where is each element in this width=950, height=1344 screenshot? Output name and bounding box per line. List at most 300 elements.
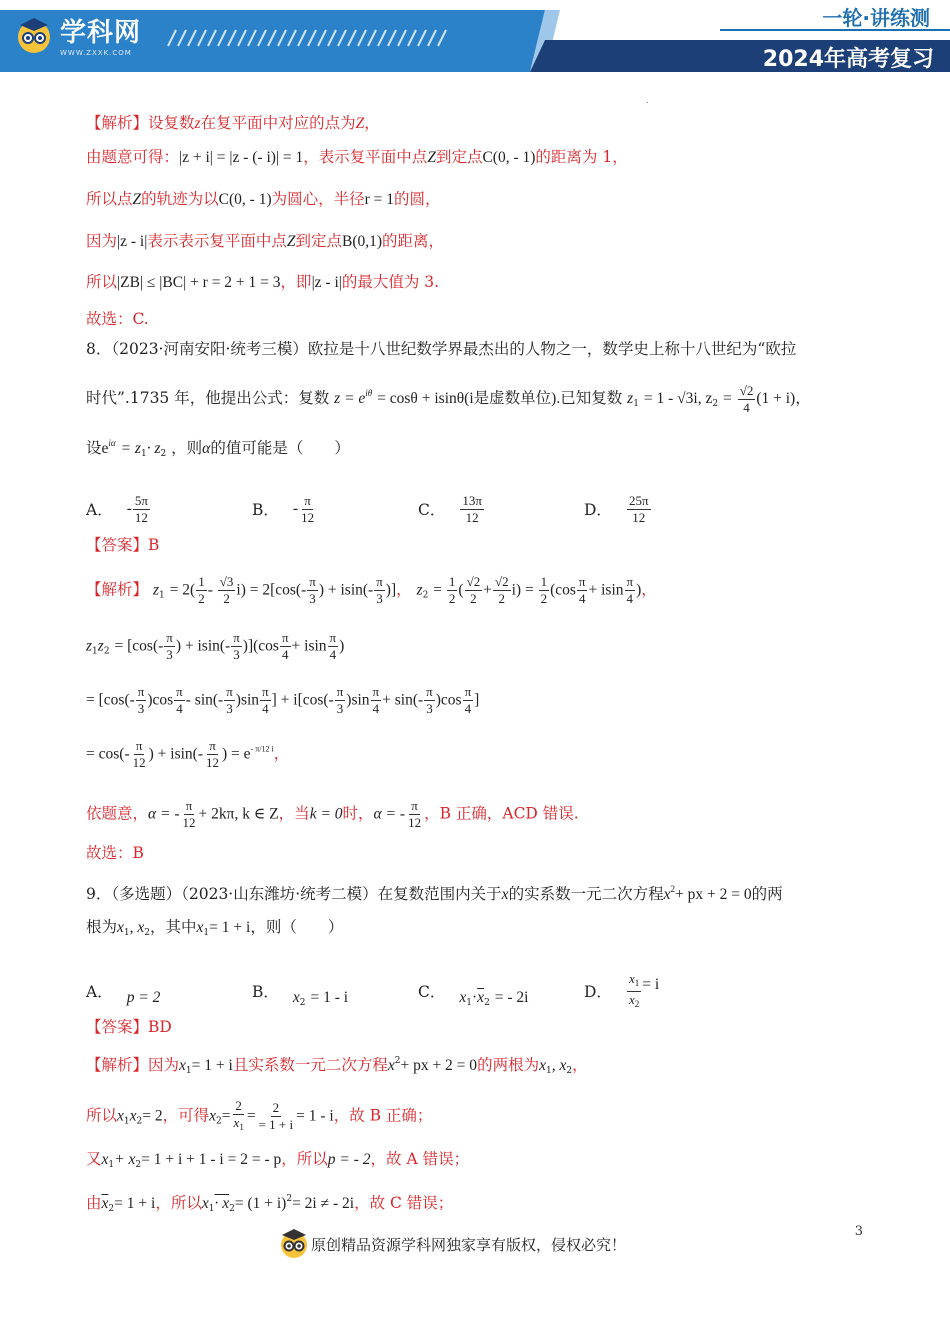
text: 又 [86,1150,102,1168]
text: 根为 [86,918,118,936]
solution-line-5 [86,271,866,308]
question-8-line-1: 8．（2023·河南安阳·统考三模）欧拉是十八世纪数学界最杰出的人物之一，数学史上称十八世纪为“欧拉 [86,340,797,358]
text: 到定点 [295,232,342,250]
fraction [577,574,588,607]
solution-9-line-4 [86,1188,866,1218]
math: z [194,115,201,132]
fraction [539,574,550,607]
numerator: π [281,630,289,645]
text: 是虚数单位 [473,389,552,407]
numerator [627,971,641,992]
text: 依题意， [86,804,149,823]
math: z [627,390,634,407]
denominator: 12 [132,755,146,770]
math-sub: 2 [566,1066,573,1076]
math: ) [636,581,642,599]
text: ，所以 [155,1194,202,1212]
text: ，则 [171,439,203,457]
math: x [663,886,671,903]
text: ，其中 [150,918,197,936]
denominator: 3 [166,647,173,662]
text: 在复平面中对应的点为 [200,114,356,132]
fraction [460,493,484,526]
math-sup: 2 [286,1194,293,1204]
math: · [472,989,478,1006]
denominator [232,1115,246,1135]
text: ， [273,744,290,763]
fraction [328,630,339,663]
math: x [129,1107,137,1125]
numerator: π [209,738,216,753]
header-subtitle: 2024年高考复习 [762,47,934,72]
text: 【解析】因为 [86,1056,180,1074]
fraction [627,971,641,1012]
text: 因为 [86,232,118,250]
numerator: π [166,630,173,645]
fraction [406,798,423,831]
numerator: π [226,684,233,699]
fraction [307,574,318,607]
text: 【解析】 [86,580,149,599]
text: ，故 C 错误； [354,1194,454,1212]
math-sub: 1 [203,928,210,938]
math-sub: 1 [185,1066,192,1076]
math: $\overline{x}$ [477,989,485,1006]
math-sub: 2 [634,998,640,1009]
math-sub: 2 [299,998,306,1008]
math: ] + i[cos(- [271,691,334,709]
numerator: √2 [494,574,509,589]
denominator: 3 [426,701,433,716]
denominator: 12 [134,509,148,525]
option-label: D． [584,501,612,519]
math: = [cos(- [86,691,135,709]
fraction [371,684,382,717]
numerator: 1 [540,574,548,589]
math: k = 0 [309,805,343,823]
denominator: 4 [743,399,750,415]
math: = (1 + i) [234,1195,287,1212]
numerator: 13π [462,492,482,508]
option-8-c[interactable] [418,484,584,534]
math-sub: 2 [422,590,429,601]
fraction [131,738,148,771]
logo-text: 学科网 [60,18,142,48]
page-footer [0,1222,950,1262]
fraction [224,684,235,717]
text: ，当 [278,804,310,823]
text: 的最大值为 3. [341,273,440,291]
numerator: π [233,630,240,645]
denominator: 4 [578,591,586,606]
numerator: π [376,574,383,589]
choice-8: 故选：B [86,844,144,862]
math-sub: 1 [140,449,147,459]
question-8-options [86,484,866,534]
text: 的值可能是（ ） [210,439,350,457]
math: z [152,581,159,599]
text: ，所以 [281,1150,328,1168]
math: · z [146,440,161,457]
math: = cos(- [86,745,130,763]
numerator: π [135,738,143,753]
math-sub: 1 [92,646,98,657]
math-sub: 2 [484,998,490,1008]
math: + [483,581,492,599]
text: 的圆， [394,190,441,208]
math: α [202,440,211,457]
denominator: 4 [329,647,337,662]
math: + px + 2 = 0 [674,886,752,903]
text: ，表示复平面中点 [303,148,428,166]
math: = 1 + i [191,1057,233,1074]
math: - sin(- [185,691,224,709]
math: |ZB| ≤ |BC| + r = 2 + 1 = 3 [117,274,281,291]
question-8-line-3 [86,432,866,484]
text: ，故 A 错误； [370,1150,470,1168]
text: 的实系数一元二次方程 [508,885,664,903]
denominator: 12 [205,755,219,770]
numerator: π [411,798,418,813]
fraction [335,684,346,717]
option-label: D． [584,983,612,1001]
text: 所以 [86,1106,118,1125]
choice-line-prev: 故选：C. [86,310,149,328]
math: B(0,1) [341,233,383,250]
owl-mascot-icon [14,15,54,55]
math: i) = 2[cos(- [236,581,307,599]
logo-url: WWW.ZXXK.COM [60,49,132,57]
solution-8-line-2 [86,630,866,684]
fraction [299,493,316,526]
math: x [628,991,635,1007]
math: |z - i| [117,233,148,250]
math: )] [385,581,397,599]
option-9-d[interactable] [584,966,750,1016]
fraction [424,684,435,717]
math-sub: 1 [545,1066,552,1076]
math: |z + i| = |z - (- i)| = 1 [179,149,304,166]
math: z = e [334,390,366,407]
text: 时， [342,804,374,823]
fraction [280,630,291,663]
math: ( [458,581,464,599]
math-sub: 1 [208,1204,215,1214]
math: z [416,581,423,599]
fraction [260,684,271,717]
math: C(0, - 1) [482,149,536,166]
option-label: A． [86,501,113,519]
math: = 2 [142,1107,163,1125]
numerator: √2 [739,382,754,398]
math: )sin [346,691,370,709]
denominator: = 1 + i [258,1117,294,1132]
answer-9: 【答案】BD [86,1018,172,1036]
option-8-b[interactable] [252,484,418,534]
math: Z [355,115,365,132]
numerator: 2 [235,1098,242,1113]
stray-dot: . [646,96,649,105]
denominator: 2 [223,591,230,606]
math: ) + isin(- [148,745,203,763]
text: ，即 [280,273,312,291]
text: 所以 [86,273,118,291]
owl-mascot-icon [278,1226,310,1260]
numerator: π [176,684,183,699]
option-9-c[interactable] [418,966,584,1016]
math: x [101,1151,109,1168]
text: 表示表示复平面中点 [147,232,287,250]
denominator: 3 [309,591,316,606]
math: x [387,1057,395,1074]
text: ， [795,389,811,407]
denominator: 12 [301,509,315,525]
math-sup: 2 [670,884,675,894]
text: 为圆心，半径 [271,190,365,208]
math: ) + isin(- [175,637,231,655]
document-body [86,112,866,1218]
option-label: B． [252,501,279,519]
math-sub: 1 [239,1122,244,1132]
text: 的轨迹为以 [141,190,219,208]
text: 【解析】设复数 [86,114,195,132]
math-sub: 2 [216,1116,222,1127]
denominator: 3 [336,701,344,716]
math: = [221,1107,231,1125]
math: + x [114,1151,136,1168]
denominator: 3 [226,701,233,716]
math: = cosθ + isinθ(i [377,390,474,407]
option-value [459,988,528,1008]
fraction [218,574,236,607]
fraction [625,574,636,607]
math: e [101,440,109,457]
numerator: √2 [466,574,481,589]
option-value: = i [642,976,660,993]
text: 的距离， [382,232,445,250]
fraction [447,574,458,607]
numerator: π [304,492,311,508]
math: i) = [511,581,538,599]
math: x [179,1057,186,1074]
math-sub: 1 [123,1116,130,1127]
math: p = - 2 [327,1151,371,1168]
math: x [196,919,204,936]
math: · x [214,1195,230,1212]
math: = [433,581,446,599]
denominator: 2 [448,591,456,606]
math-sub: 2 [103,646,110,657]
math: = - 2i [494,989,529,1006]
text: 时代”.1735 年，他提出公式：复数 [86,389,330,407]
denominator: 3 [233,647,240,662]
math: = 1 + i [209,919,251,936]
text: ，故 B 正确； [333,1106,433,1125]
text: 的两 [751,885,783,903]
math: = 1 - i [296,1107,334,1125]
math-sub: 1 [466,998,472,1008]
option-label: A． [86,983,113,1001]
math: r = 1 [364,191,395,208]
text: 9．（多选题）（2023·山东潍坊·统考二模）在复数范围内关于 [86,885,502,903]
math: C(0, - 1) [218,191,272,208]
numerator: π [329,630,337,645]
numerator: 1 [448,574,456,589]
solution-line-2 [86,146,866,188]
numerator: 2 [272,1100,280,1115]
numerator: 5π [134,492,148,508]
option-sign: - [292,500,299,517]
denominator: 12 [408,815,422,830]
numerator: π [372,684,380,699]
text: ，则（ ） [250,918,344,936]
numerator: π [262,684,269,699]
fraction [463,684,474,717]
option-label: B． [252,983,279,1001]
math: x [201,1195,209,1212]
numerator: π [185,798,193,813]
math: + isin [588,581,624,599]
math: Z [427,149,436,166]
fraction [164,630,175,663]
math-sup: 2 [394,1056,401,1066]
page-header [0,0,950,78]
math: x [117,919,124,936]
option-8-d[interactable] [584,484,750,534]
math: + px + 2 = 0 [400,1057,478,1074]
math: α = - [148,805,180,823]
math: x [539,1057,546,1074]
math: (cos [550,581,576,599]
fraction [493,574,511,607]
denominator: 2 [470,591,477,606]
math: Z [132,191,142,208]
text: 到定点 [435,148,483,166]
site-logo[interactable] [14,12,141,57]
fraction [465,574,483,607]
math-sub: 1 [123,928,130,938]
math-sub: 2 [712,399,719,409]
numerator: π [137,684,145,699]
math: (1 + i) [756,390,796,407]
denominator: 3 [376,591,383,606]
answer-8: 【答案】B [86,536,160,554]
denominator: 2 [498,591,506,606]
text: 由题意可得： [86,148,180,166]
fraction [257,1100,296,1133]
solution-8-line-5 [86,798,866,842]
denominator: 4 [372,701,380,716]
option-8-a[interactable] [86,484,252,534]
text: 的两根为 [477,1056,540,1074]
math: = [246,1107,256,1125]
solution-line-1 [86,112,866,146]
option-9-a[interactable] [86,966,252,1016]
solution-9-line-3 [86,1148,866,1188]
math: + isin [291,637,327,655]
solution-line-3 [86,188,866,230]
math: = 1 - i [310,989,349,1006]
math: ) [339,637,345,655]
option-label: C． [418,501,446,519]
option-value [293,988,348,1008]
math: = z [120,440,141,457]
math-sub: 1 [633,399,639,409]
numerator: π [626,574,634,589]
numerator: π [309,574,316,589]
denominator [627,992,641,1012]
math: = 1 - √3i, z [643,390,713,407]
solution-8-line-1 [86,574,866,630]
series-title: 一轮·讲练测 [822,6,930,30]
math-sub: 2 [135,1160,142,1170]
math: z [86,637,93,655]
denominator: 3 [137,701,145,716]
fraction [136,684,147,717]
math: , x [551,1057,567,1074]
denominator: 4 [262,701,269,716]
solution-9-line-1 [86,1050,866,1098]
text: 且实系数一元二次方程 [232,1056,388,1074]
math: )cos [147,691,174,709]
denominator: 12 [465,509,479,525]
numerator: 1 [198,574,205,589]
numerator: π [464,684,472,699]
math: )](cos [242,637,279,655]
copyright-notice: 原创精品资源学科网独家享有版权，侵权必究！ [311,1236,627,1254]
denominator: 4 [464,701,472,716]
math-sub: 1 [108,1160,115,1170]
math: )sin [235,691,260,709]
numerator: 25π [628,492,649,508]
math: x [233,1115,240,1130]
math-sub: 2 [144,928,151,938]
question-9-options [86,966,866,1016]
option-label: C． [418,983,446,1001]
math: - [207,581,217,599]
math: z [97,637,104,655]
denominator: 4 [626,591,634,606]
math: , x [129,919,145,936]
math: )cos [435,691,462,709]
math-sub: 2 [160,449,167,459]
solution-line-4 [86,230,866,271]
fraction [133,493,150,526]
text: 由 [86,1194,102,1212]
math: Z [286,233,296,250]
math: ) + isin(- [318,581,374,599]
math: x [459,989,467,1006]
math: x [209,1107,217,1125]
option-9-b[interactable] [252,966,418,1016]
text: ，B 正确，ACD 错误. [424,804,579,823]
text: 的距离为 1， [535,148,628,166]
solution-8-line-3 [86,684,866,738]
question-9-line-1 [86,878,866,916]
fraction [738,383,756,416]
question-9-line-2 [86,916,866,966]
denominator: 12 [182,815,196,830]
text: ， [641,580,657,599]
numerator: √3 [219,574,234,589]
solution-8-line-4 [86,738,866,798]
text: 所以点 [86,190,133,208]
math: α = - [373,805,406,823]
numerator: π [578,574,586,589]
fraction [374,574,385,607]
numerator: π [336,684,344,699]
math: = 2( [169,581,196,599]
